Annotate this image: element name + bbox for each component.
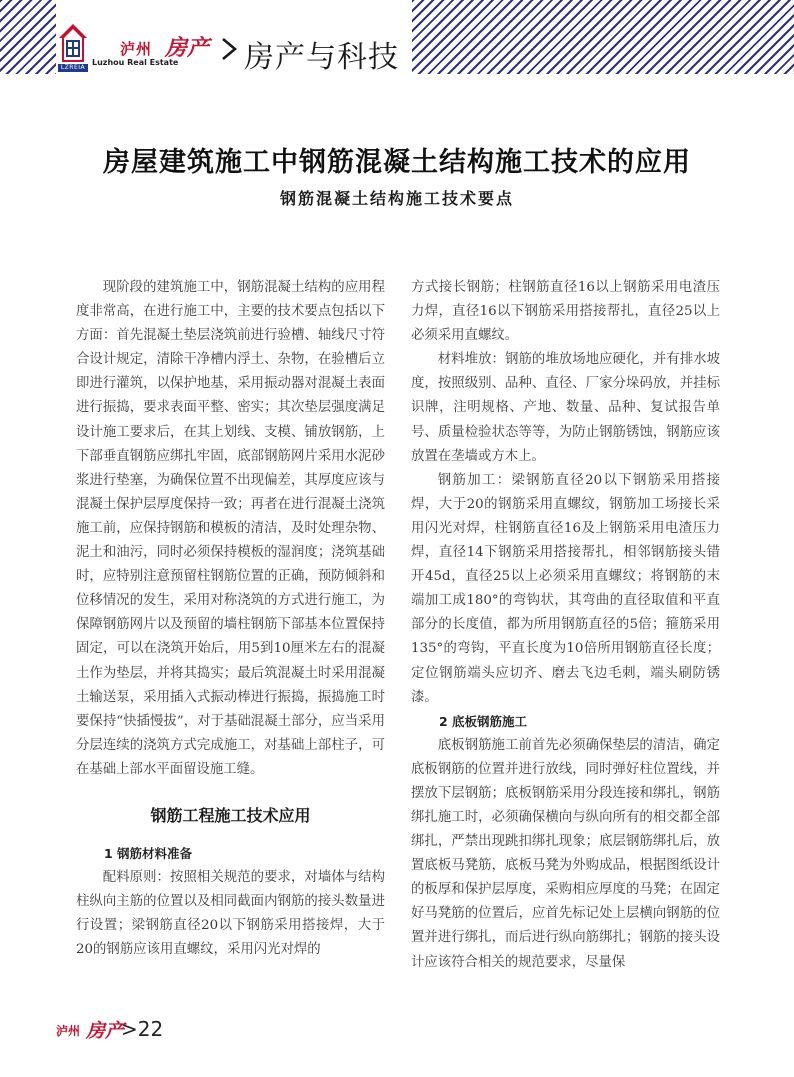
header-hatch-left [0, 0, 56, 74]
paragraph: 底板钢筋施工前首先必须确保垫层的清洁，确定底板钢筋的位置并进行放线，同时弹好柱位置线，并摆放下层钢筋；底板钢筋采用分段连接和绑扎，钢筋绑扎施工时，必须确保横向与纵向所有的相交都全部绑扎，严禁出现跳扣绑扎现象；底层钢筋绑扎后，放置底板马凳筋，底板马凳为外购成品，根据图纸设计的板厚和保护层厚度，采购相应厚度的马凳；在固定好马凳筋的位置后，应首先标记处上层横向钢筋的位置并进行绑扎，而后进行纵向筋绑扎；钢筋的接头设计应该符合相关的规范要求，尽量保 [411, 737, 720, 970]
logo-caption: LZREIA [58, 64, 88, 72]
brand-name-en: Luzhou Real Estate [92, 58, 179, 67]
article-subtitle: 钢筋混凝土结构施工技术要点 [279, 189, 514, 208]
paragraph: 材料堆放：钢筋的堆放场地应硬化，并有排水坡度，按照级别、品种、直径、厂家分垛码放，并挂标识牌，注明规格、产地、数量、品种、复试报告单号、质量检验状态等等，为防止钢筋锈蚀，钢筋应该放置在垄墙或方木上。 [411, 352, 720, 464]
paragraph: 钢筋加工：梁钢筋直径20以下钢筋采用搭接焊，大于20的钢筋采用直螺纹，钢筋加工场接长采用闪光对焊，柱钢筋直径16及上钢筋采用电渣压力焊，直径14下钢筋采用搭接帮扎，相邻钢筋接头错开45d，直径25以上必须采用直螺纹；将钢筋的末端加工成180°的弯钩状，其弯曲的直径取值和平直部分的长度值，都为所用钢筋直径的5倍；箍筋采用135°的弯钩，平直长度为10倍所用钢筋直径长度；定位钢筋端头应切齐、磨去飞边毛刺，端头刷防锈漆。 [411, 472, 720, 705]
header-hatch-right [412, 0, 794, 74]
footer-brand-script: 房产 [86, 1020, 125, 1042]
article-title: 房屋建筑施工中钢筋混凝土结构施工技术的应用 [103, 147, 691, 178]
subsection-heading: 1 钢筋材料准备 [104, 845, 193, 861]
house-logo-icon [58, 22, 88, 64]
chevron-right-icon [218, 36, 240, 62]
brand-name-script: 房产 [165, 35, 210, 61]
section-heading: 钢筋工程施工技术应用 [150, 805, 311, 825]
page-number: >22 [121, 1017, 164, 1041]
footer-brand-cn: 泸州 [56, 1024, 81, 1038]
paragraph: 现阶段的建筑施工中，钢筋混凝土结构的应用程度非常高，在进行施工中，主要的技术要点包括以下方面：首先混凝土垫层浇筑前进行验槽、轴线尺寸符合设计规定，清除干净槽内浮土、杂物，在验槽后立即进行灌筑，以保护地基，采用振动器对混凝土表面进行振捣，要求表面平整、密实；其次垫层强度满足设计施工要求后，在其上划线、支模、铺放钢筋，上下部垂直钢筋应绑扎牢固，底部钢筋网片采用水泥砂浆进行垫塞，为确保位置不出现偏差，其厚度应该与混凝土保护层厚度保持一致；再者在进行混凝土浇筑施工前，应保持钢筋和模板的清洁，及时处理杂物、泥土和油污，同时必须保持模板的湿润度；浇筑基础时，应特别注意预留柱钢筋位置的正确，预防倾斜和位移情况的发生，采用对称浇筑的方式进行施工，为保障钢筋网片以及预留的墙柱钢筋下部基本位置保持固定，可以在浇筑开始后，用5到10厘米左右的混凝土作为垫层，并将其捣实；最后筑混凝土时采用混凝土输送泵，采用插入式振动棒进行振捣，振捣施工时要保持“快插慢拔”，对于基础混凝土部分，应当采用分层连续的浇筑方式完成施工，对基础上部柱子，可在基础上部水平面留设施工缝。 [76, 280, 385, 777]
paragraph: 方式接长钢筋；柱钢筋直径16以上钢筋采用电渣压力焊，直径16以下钢筋采用搭接帮扎，直径25以上必须采用直螺纹。 [411, 280, 720, 344]
right-column [411, 276, 720, 975]
subsection-heading: 2 底板钢筋施工 [439, 713, 528, 729]
left-column [76, 276, 385, 962]
brand-name-cn: 泸州 [120, 40, 153, 58]
section-title: 房产与科技 [244, 40, 399, 75]
paragraph: 配料原则：按照相关规范的要求，对墙体与结构柱纵向主筋的位置以及相同截面内钢筋的接头数量进行设置；梁钢筋直径20以下钢筋采用搭接焊，大于20的钢筋应该用直螺纹，采用闪光对焊的 [76, 869, 385, 958]
